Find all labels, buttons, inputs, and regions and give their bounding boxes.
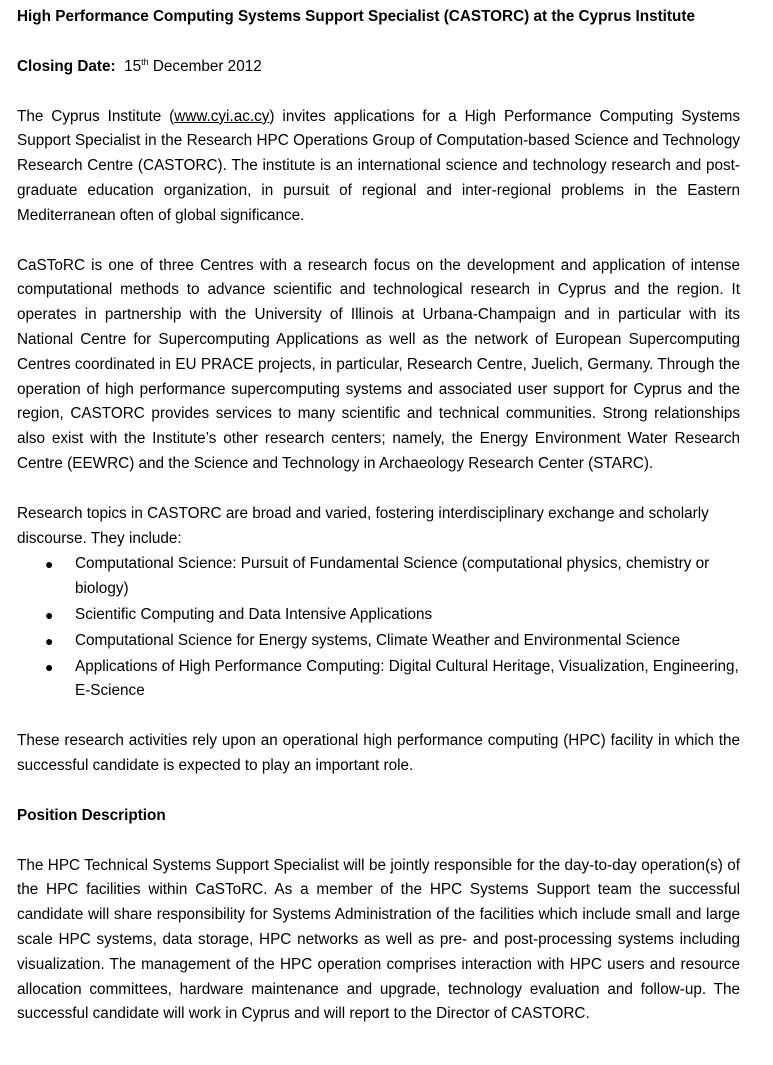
bullet-icon: ●: [45, 658, 54, 675]
bullet-icon: ●: [45, 556, 54, 573]
closing-date-day: 15: [124, 57, 142, 75]
research-topics-list: [17, 552, 740, 704]
list-item: [17, 655, 740, 705]
intro-before-link: The Cyprus Institute (: [17, 107, 175, 125]
intro-after-link: ) invites applications for a High Performance Computing Systems Support Specialist in the Research HPC Operations Group of Computation-based Science and Technology Research Centre (CASTORC). The institute is an international science and technology research and post-graduate education organization, in pursuit of regional and inter-regional problems in the Eastern Mediterranean often of global significance.: [17, 107, 740, 224]
activities-paragraph: These research activities rely upon an operational high performance computing (HPC) facility in which the successful candidate is expected to play an important role.: [17, 732, 740, 774]
position-paragraph: The HPC Technical Systems Support Specialist will be jointly responsible for the day-to-day operation(s) of the HPC facilities within CaSToRC. As a member of the HPC Systems Support team the successful candidate will share responsibility for Systems Administration of the facilities which include small and large scale HPC systems, data storage, HPC networks as well as pre- and post-processing systems including visualization. The management of the HPC operation comprises interaction with HPC users and resource allocation committees, hardware maintenance and upgrade, technology evaluation and follow-up. The successful candidate will work in Cyprus and will report to the Director of CASTORC.: [17, 856, 740, 1023]
topic-text: Computational Science: Pursuit of Fundamental Science (computational physics, chemistry or biology): [75, 555, 710, 598]
intro-paragraph: [17, 105, 740, 229]
list-item: [17, 552, 740, 602]
institute-website-link[interactable]: www.cyi.ac.cy: [174, 107, 270, 125]
topic-text: Applications of High Performance Computing: Digital Cultural Heritage, Visualization, Engineering, E-Science: [75, 657, 739, 700]
position-heading: Position Description: [17, 806, 166, 824]
closing-date-label: Closing Date:: [17, 57, 116, 75]
bullet-icon: ●: [45, 632, 54, 649]
closing-date-rest: December 2012: [152, 57, 262, 75]
closing-date-day-suffix: th: [141, 56, 149, 67]
topics-intro: Research topics in CASTORC are broad and varied, fostering interdisciplinary exchange and scholarly discourse. They include:: [17, 504, 709, 547]
list-item: [17, 629, 740, 654]
topic-text: Computational Science for Energy systems, Climate Weather and Environmental Science: [75, 631, 681, 649]
page-title: High Performance Computing Systems Support Specialist (CASTORC) at the Cyprus Institute: [17, 8, 695, 25]
bullet-icon: ●: [45, 606, 54, 623]
topic-text: Scientific Computing and Data Intensive Applications: [75, 605, 433, 623]
list-item: [17, 603, 740, 628]
castorc-paragraph: CaSToRC is one of three Centres with a research focus on the development and application of intense computational methods to advance scientific and technological research in Cyprus and the region. It operates in partnership with the University of Illinois at Urbana-Champaign and in particular with its National Centre for Supercomputing Applications as well as the network of European Supercomputing Centres coordinated in EU PRACE projects, in particular, Research Centre, Juelich, Germany. Through the operation of high performance supercomputing systems and associated user support for Cyprus and the region, CASTORC provides services to many scientific and technical communities. Strong relationships also exist with the Institute’s other research centers; namely, the Energy Environment Water Research Centre (EEWRC) and the Science and Technology in Archaeology Research Center (STARC).: [17, 256, 740, 472]
job-posting-document: [17, 5, 740, 1027]
closing-date: [17, 55, 740, 80]
